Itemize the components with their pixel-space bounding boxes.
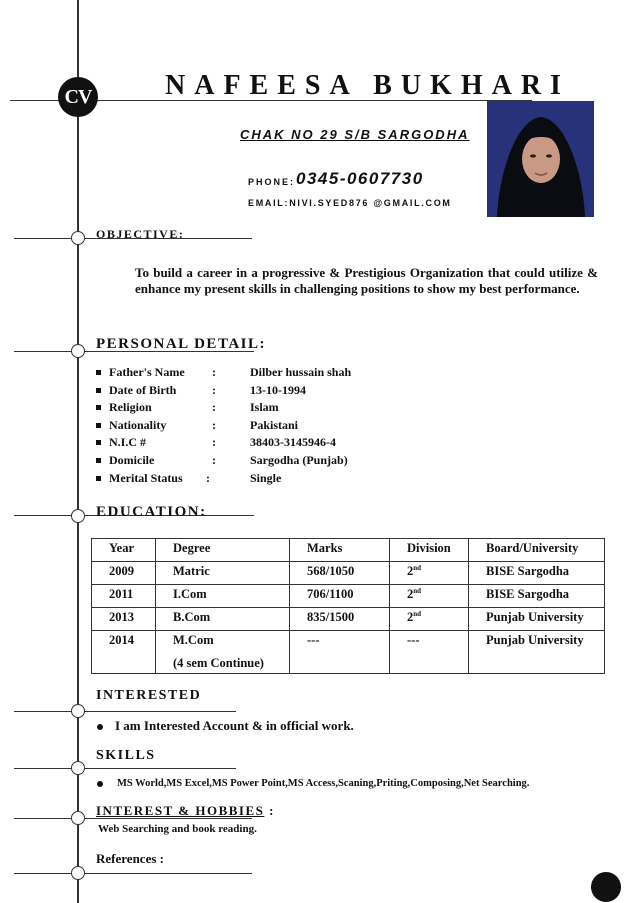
detail-colon: : xyxy=(212,382,216,397)
division-value: 2 xyxy=(407,564,414,579)
cell-division xyxy=(390,608,469,631)
hobbies-heading: INTEREST & HOBBIES xyxy=(96,803,265,818)
square-bullet-icon xyxy=(96,370,101,375)
cell-year: 2014 xyxy=(92,631,156,674)
cell-division xyxy=(390,631,469,674)
interested-heading: INTERESTED xyxy=(96,688,202,703)
detail-value: Dilber hussain shah xyxy=(250,365,352,379)
profile-photo xyxy=(487,101,594,217)
interested-text: I am Interested Account & in official work. xyxy=(115,718,354,733)
cell-degree xyxy=(156,562,290,585)
square-bullet-icon xyxy=(96,388,101,393)
header-degree: Degree xyxy=(156,539,290,562)
skills-rule xyxy=(14,768,236,769)
cell-division xyxy=(390,585,469,608)
degree-name: B.Com xyxy=(173,610,211,624)
table-row xyxy=(92,631,605,674)
bullet-icon xyxy=(97,724,103,730)
timeline-node xyxy=(71,761,85,775)
decorative-dot xyxy=(591,872,621,902)
detail-colon: : xyxy=(212,435,216,450)
division-value: 2 xyxy=(407,587,414,602)
timeline-node xyxy=(71,811,85,825)
timeline-node xyxy=(71,704,85,718)
header-year: Year xyxy=(92,539,156,562)
cell-division xyxy=(390,562,469,585)
timeline-node xyxy=(71,866,85,880)
cell-year: 2009 xyxy=(92,562,156,585)
objective-heading: OBJECTIVE: xyxy=(96,227,185,241)
detail-label: Domicile xyxy=(109,453,155,467)
degree-name: Matric xyxy=(173,564,210,578)
detail-label: N.I.C # xyxy=(109,435,147,450)
detail-label: Father's Name xyxy=(109,365,185,379)
detail-value: Pakistani xyxy=(250,417,299,432)
detail-value: Islam xyxy=(250,400,279,415)
cell-marks: --- xyxy=(290,631,390,674)
objective-text: To build a career in a progressive & Prestigious Organization that could utilize & enhance my present skills in challenging positions to show my best performance. xyxy=(135,265,598,296)
cell-degree xyxy=(156,585,290,608)
detail-label: Religion xyxy=(109,400,152,415)
header-division: Division xyxy=(390,539,469,562)
skills-heading: SKILLS xyxy=(96,748,156,763)
address: CHAK NO 29 S/B SARGODHA xyxy=(240,127,470,142)
cell-year: 2011 xyxy=(92,585,156,608)
division-suffix: nd xyxy=(413,587,422,595)
square-bullet-icon xyxy=(96,440,101,445)
detail-value: 38403-3145946-4 xyxy=(250,435,336,450)
detail-value: 13-10-1994 xyxy=(250,382,306,397)
detail-value: Sargodha (Punjab) xyxy=(250,453,348,467)
skills-text: MS World,MS Excel,MS Power Point,MS Access,Scaning,Priting,Composing,Net Searching. xyxy=(117,778,530,789)
cell-year: 2013 xyxy=(92,608,156,631)
detail-colon: : xyxy=(212,453,216,467)
detail-value: Single xyxy=(250,470,282,485)
detail-colon: : xyxy=(212,400,216,415)
table-row xyxy=(92,562,605,585)
timeline-node xyxy=(71,509,85,523)
hobbies-text: Web Searching and book reading. xyxy=(98,823,257,835)
square-bullet-icon xyxy=(96,476,101,481)
references-rule xyxy=(14,873,252,874)
header-board: Board/University xyxy=(469,539,605,562)
detail-colon: : xyxy=(212,365,216,379)
cv-badge: CV xyxy=(58,77,98,117)
cell-marks: 568/1050 xyxy=(290,562,390,585)
education-heading: EDUCATION: xyxy=(96,504,207,520)
table-row xyxy=(92,585,605,608)
phone-number: 0345-0607730 xyxy=(296,169,424,188)
cell-board: BISE Sargodha xyxy=(469,585,605,608)
personal-heading: PERSONAL DETAIL: xyxy=(96,336,267,352)
division-value: --- xyxy=(407,633,420,647)
division-value: 2 xyxy=(407,610,414,625)
phone-label: PHONE: xyxy=(248,177,296,187)
square-bullet-icon xyxy=(96,405,101,410)
detail-colon: : xyxy=(212,417,216,432)
hobbies-colon: : xyxy=(264,803,275,818)
table-header-row xyxy=(92,539,605,562)
division-suffix: nd xyxy=(413,564,422,572)
email: EMAIL:NIVI.SYED876 @GMAIL.COM xyxy=(248,198,452,208)
cell-marks: 835/1500 xyxy=(290,608,390,631)
skills-item xyxy=(97,778,529,789)
degree-note: (4 sem Continue) xyxy=(173,656,264,670)
header-marks: Marks xyxy=(290,539,390,562)
timeline-node xyxy=(71,344,85,358)
square-bullet-icon xyxy=(96,458,101,463)
education-table xyxy=(91,538,605,674)
hobbies-heading-wrap xyxy=(96,803,275,819)
detail-label: Merital Status xyxy=(109,470,183,485)
detail-label: Nationality xyxy=(109,417,167,432)
table-row xyxy=(92,608,605,631)
cell-degree xyxy=(156,631,290,674)
square-bullet-icon xyxy=(96,423,101,428)
cell-board: BISE Sargodha xyxy=(469,562,605,585)
cell-marks: 706/1100 xyxy=(290,585,390,608)
bullet-icon xyxy=(97,781,103,787)
candidate-name: NAFEESA BUKHARI xyxy=(165,70,570,101)
detail-label: Date of Birth xyxy=(109,382,177,397)
interested-rule xyxy=(14,711,236,712)
division-suffix: nd xyxy=(413,610,422,618)
degree-name: M.Com xyxy=(173,633,214,647)
timeline-node xyxy=(71,231,85,245)
detail-colon: : xyxy=(206,470,210,485)
interested-item xyxy=(97,718,354,734)
cell-board: Punjab University xyxy=(469,631,605,674)
references-heading: References : xyxy=(96,851,164,866)
cell-board: Punjab University xyxy=(469,608,605,631)
degree-name: I.Com xyxy=(173,587,207,601)
cell-degree xyxy=(156,608,290,631)
